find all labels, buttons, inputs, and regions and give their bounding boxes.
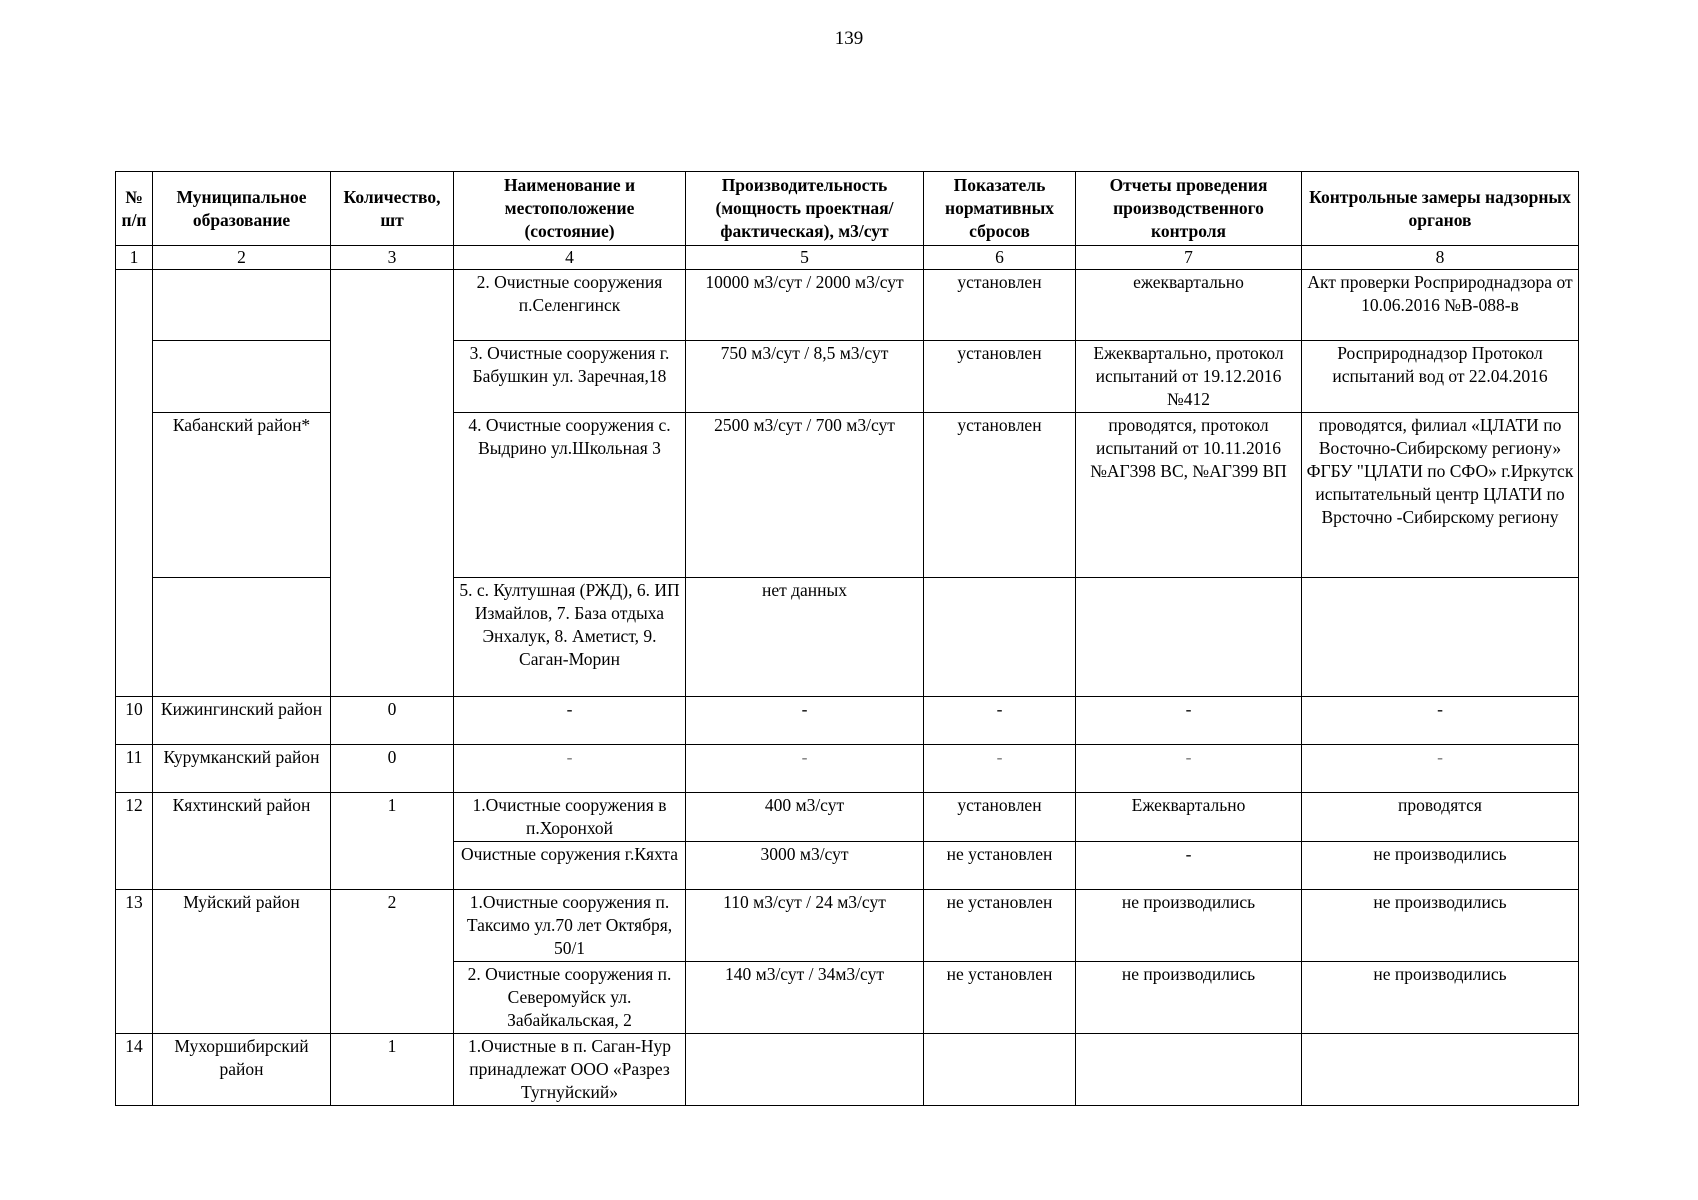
municipality-cell: Мухоршибирский район: [153, 1034, 331, 1106]
control-cell: -: [1302, 697, 1579, 745]
wastewater-table: [115, 171, 1579, 1106]
indicator-cell: не установлен: [924, 842, 1076, 890]
capacity-cell: 750 м3/сут / 8,5 м3/сут: [686, 341, 924, 413]
capacity-cell: 400 м3/сут: [686, 793, 924, 842]
count-cell: 0: [331, 745, 454, 793]
control-cell: проводятся: [1302, 793, 1579, 842]
count-cell: 2: [331, 890, 454, 1034]
reports-cell: [1076, 578, 1302, 697]
page-number: 139: [834, 28, 864, 49]
control-cell: [1302, 578, 1579, 697]
facility-name: -: [454, 745, 686, 793]
count-cell: 1: [331, 1034, 454, 1106]
indicator-cell: не установлен: [924, 890, 1076, 962]
row-number: [116, 270, 153, 697]
municipality-cell: [153, 270, 331, 341]
header-capacity: Производительность (мощность проектная/ фактическая), м3/сут: [686, 172, 924, 246]
header-reports: Отчеты проведения производственного контроля: [1076, 172, 1302, 246]
capacity-cell: нет данных: [686, 578, 924, 697]
reports-cell: -: [1076, 745, 1302, 793]
column-number: 3: [331, 246, 454, 270]
table-row: [116, 697, 1579, 745]
header-indicator: Показатель нормативных сбросов: [924, 172, 1076, 246]
header-name: Наименование и местоположение (состояние): [454, 172, 686, 246]
header-municipality: Муниципальное образование: [153, 172, 331, 246]
column-number: 1: [116, 246, 153, 270]
reports-cell: проводятся, протокол испытаний от 10.11.2016 №АГ398 ВС, №АГ399 ВП: [1076, 413, 1302, 578]
capacity-cell: -: [686, 745, 924, 793]
column-number: 8: [1302, 246, 1579, 270]
facility-name: 2. Очистные сооружения п. Северомуйск ул. Забайкальская, 2: [454, 962, 686, 1034]
reports-cell: не производились: [1076, 962, 1302, 1034]
facility-name: -: [454, 697, 686, 745]
header-control: Контрольные замеры надзорных органов: [1302, 172, 1579, 246]
row-number: 13: [116, 890, 153, 1034]
header-row: [116, 172, 1579, 246]
municipality-cell: Кабанский район*: [153, 413, 331, 578]
indicator-cell: установлен: [924, 413, 1076, 578]
reports-cell: -: [1076, 697, 1302, 745]
count-cell: 0: [331, 697, 454, 745]
indicator-cell: [924, 1034, 1076, 1106]
capacity-cell: 10000 м3/сут / 2000 м3/сут: [686, 270, 924, 341]
row-number: 12: [116, 793, 153, 890]
count-cell: 1: [331, 793, 454, 890]
facility-name: 4. Очистные сооружения с. Выдрино ул.Школьная 3: [454, 413, 686, 578]
capacity-cell: 3000 м3/сут: [686, 842, 924, 890]
reports-cell: -: [1076, 842, 1302, 890]
capacity-cell: 2500 м3/сут / 700 м3/сут: [686, 413, 924, 578]
row-number: 14: [116, 1034, 153, 1106]
control-cell: не производились: [1302, 962, 1579, 1034]
control-cell: Акт проверки Росприроднадзора от 10.06.2016 №В-088-в: [1302, 270, 1579, 341]
facility-name: 3. Очистные сооружения г. Бабушкин ул. Заречная,18: [454, 341, 686, 413]
municipality-cell: [153, 578, 331, 697]
table-row: [116, 1034, 1579, 1106]
column-number: 5: [686, 246, 924, 270]
reports-cell: ежеквартально: [1076, 270, 1302, 341]
column-number: 2: [153, 246, 331, 270]
indicator-cell: -: [924, 745, 1076, 793]
capacity-cell: -: [686, 697, 924, 745]
indicator-cell: -: [924, 697, 1076, 745]
facility-name: 1.Очистные в п. Саган-Нур принадлежат ООО «Разрез Тугнуйский»: [454, 1034, 686, 1106]
reports-cell: Ежеквартально, протокол испытаний от 19.12.2016 №412: [1076, 341, 1302, 413]
capacity-cell: 140 м3/сут / 34м3/сут: [686, 962, 924, 1034]
capacity-cell: 110 м3/сут / 24 м3/сут: [686, 890, 924, 962]
control-cell: Росприроднадзор Протокол испытаний вод от 22.04.2016: [1302, 341, 1579, 413]
control-cell: [1302, 1034, 1579, 1106]
municipality-cell: Муйский район: [153, 890, 331, 1034]
municipality-cell: [153, 341, 331, 413]
facility-name: Очистные соружения г.Кяхта: [454, 842, 686, 890]
control-cell: не производились: [1302, 842, 1579, 890]
control-cell: -: [1302, 745, 1579, 793]
count-cell: [331, 270, 454, 697]
municipality-cell: Кяхтинский район: [153, 793, 331, 890]
facility-name: 2. Очистные сооружения п.Селенгинск: [454, 270, 686, 341]
control-cell: проводятся, филиал «ЦЛАТИ по Восточно-Сибирскому региону» ФГБУ "ЦЛАТИ по СФО» г.Иркутск испытательный центр ЦЛАТИ по Врсточно -Сибирскому региону: [1302, 413, 1579, 578]
reports-cell: [1076, 1034, 1302, 1106]
indicator-cell: установлен: [924, 270, 1076, 341]
table-row: [116, 890, 1579, 962]
reports-cell: Ежеквартально: [1076, 793, 1302, 842]
table-row: [116, 745, 1579, 793]
facility-name: 1.Очистные сооружения п. Таксимо ул.70 лет Октября, 50/1: [454, 890, 686, 962]
column-number: 4: [454, 246, 686, 270]
municipality-cell: Кижингинский район: [153, 697, 331, 745]
column-number: 7: [1076, 246, 1302, 270]
row-number: 11: [116, 745, 153, 793]
facility-name: 5. с. Култушная (РЖД), 6. ИП Измайлов, 7. База отдыха Энхалук, 8. Аметист, 9. Саган-Морин: [454, 578, 686, 697]
capacity-cell: [686, 1034, 924, 1106]
header-count: Количество, шт: [331, 172, 454, 246]
control-cell: не производились: [1302, 890, 1579, 962]
column-number: 6: [924, 246, 1076, 270]
indicator-cell: установлен: [924, 341, 1076, 413]
header-num: № п/п: [116, 172, 153, 246]
row-number: 10: [116, 697, 153, 745]
indicator-cell: [924, 578, 1076, 697]
table-row: [116, 793, 1579, 842]
indicator-cell: установлен: [924, 793, 1076, 842]
indicator-cell: не установлен: [924, 962, 1076, 1034]
reports-cell: не производились: [1076, 890, 1302, 962]
municipality-cell: Курумканский район: [153, 745, 331, 793]
facility-name: 1.Очистные сооружения в п.Хоронхой: [454, 793, 686, 842]
column-number-row: [116, 246, 1579, 270]
table-row: [116, 270, 1579, 341]
